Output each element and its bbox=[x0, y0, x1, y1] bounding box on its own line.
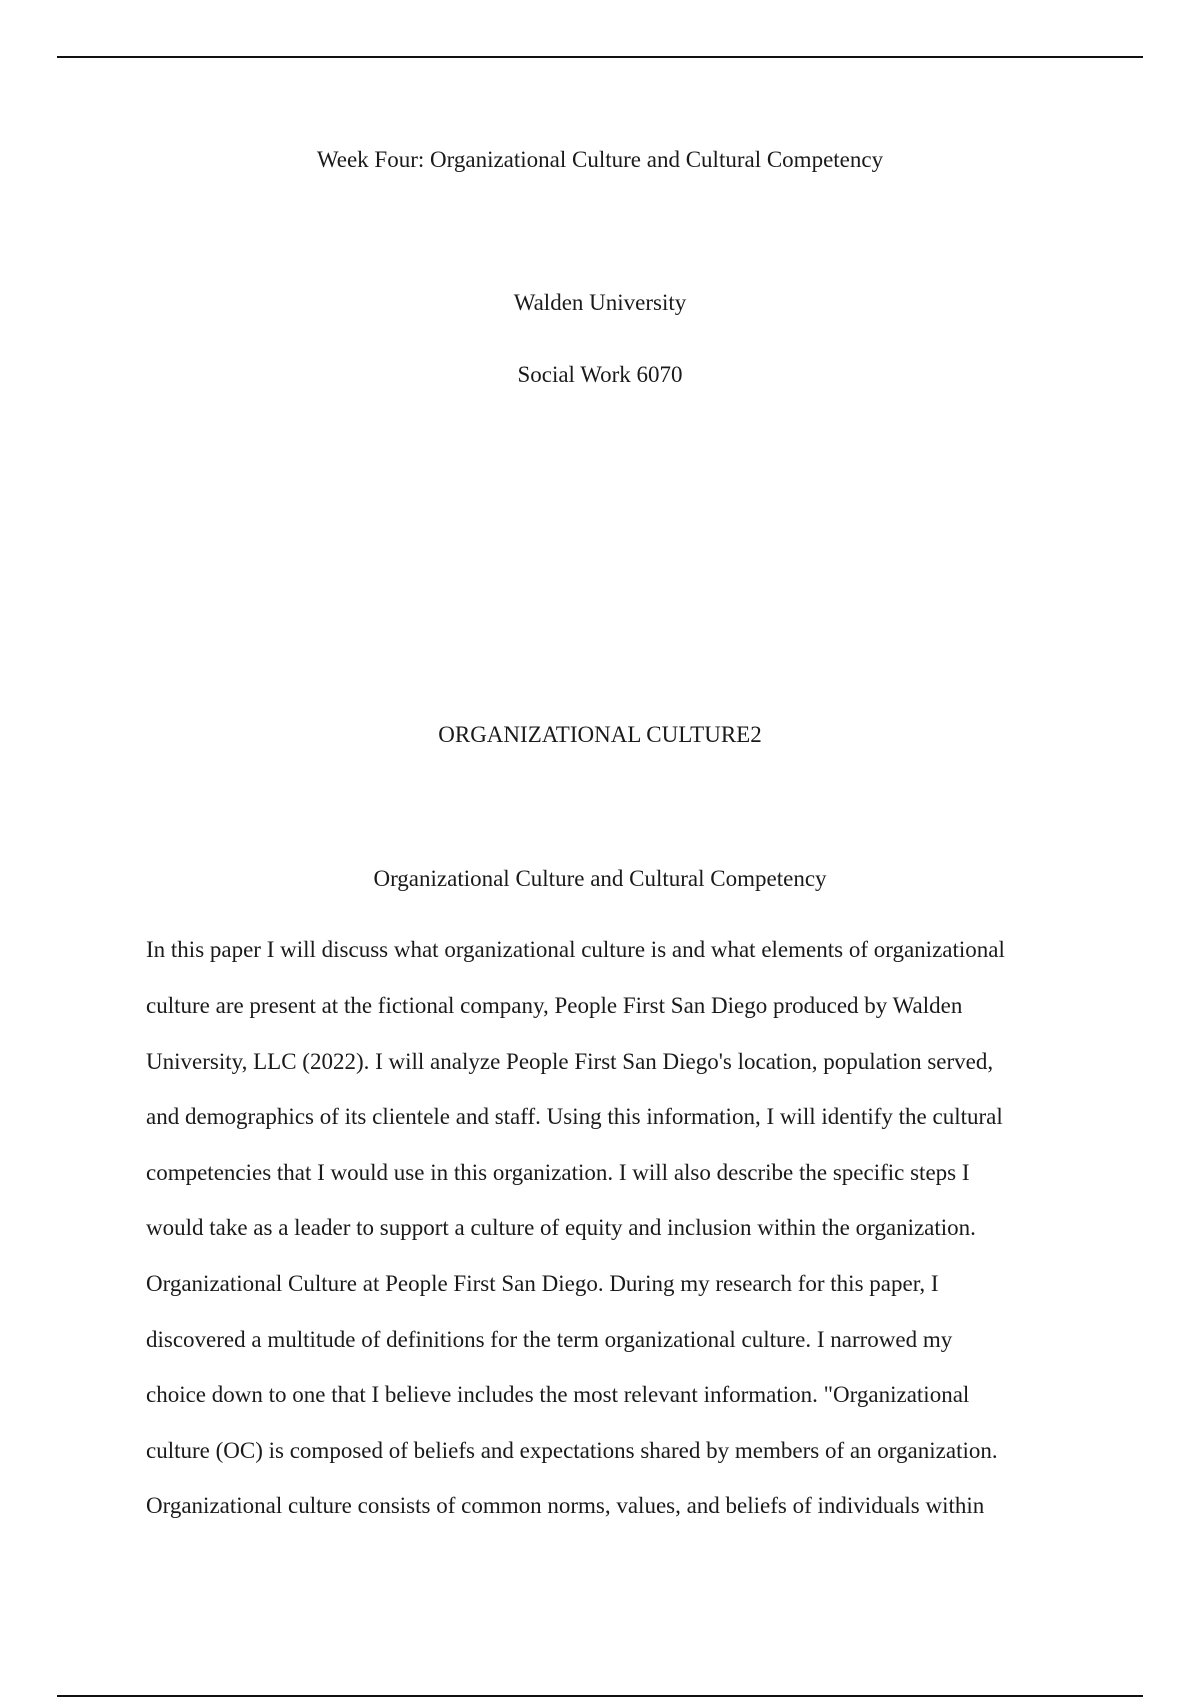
body-text-line: University, LLC (2022). I will analyze People First San Diego's location, population served, bbox=[146, 1049, 994, 1074]
course-name: Social Work 6070 bbox=[517, 362, 683, 387]
body-text-line: In this paper I will discuss what organizational culture is and what elements of organizational bbox=[146, 937, 1005, 962]
body-text-line: competencies that I would use in this organization. I will also describe the specific steps I bbox=[146, 1160, 970, 1185]
body-text-line: culture are present at the fictional company, People First San Diego produced by Walden bbox=[146, 993, 963, 1018]
running-head: ORGANIZATIONAL CULTURE2 bbox=[438, 722, 762, 747]
body-text-line: discovered a multitude of definitions for the term organizational culture. I narrowed my bbox=[146, 1327, 953, 1352]
top-page-rule bbox=[57, 56, 1143, 58]
body-text-line: Organizational culture consists of common norms, values, and beliefs of individuals within bbox=[146, 1493, 985, 1518]
bottom-page-rule bbox=[57, 1695, 1143, 1697]
body-text-line: and demographics of its clientele and staff. Using this information, I will identify the cultural bbox=[146, 1104, 1003, 1129]
body-text-line: would take as a leader to support a culture of equity and inclusion within the organization. bbox=[146, 1215, 976, 1240]
body-text-line: culture (OC) is composed of beliefs and expectations shared by members of an organization. bbox=[146, 1438, 998, 1463]
paper-title: Week Four: Organizational Culture and Cultural Competency bbox=[316, 147, 884, 172]
body-text-line: choice down to one that I believe includes the most relevant information. "Organizational bbox=[146, 1382, 970, 1407]
institution-name: Walden University bbox=[513, 290, 687, 315]
section-title: Organizational Culture and Cultural Competency bbox=[373, 866, 827, 891]
body-text-line: Organizational Culture at People First San Diego. During my research for this paper, I bbox=[146, 1271, 939, 1296]
